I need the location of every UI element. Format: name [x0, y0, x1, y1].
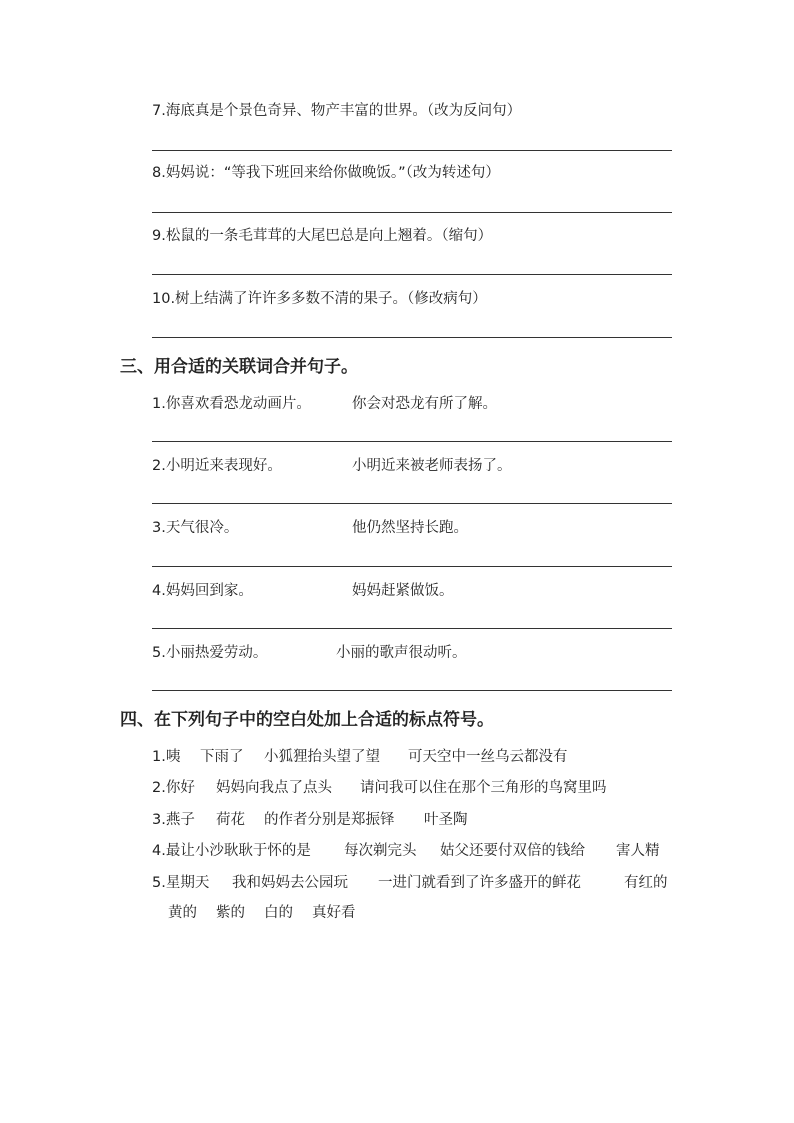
- s3-item-2-b: 小明近来被老师表扬了。: [352, 458, 512, 474]
- s4-row-1-seg-3: 小狐狸抬头望了望: [264, 749, 380, 765]
- answer-line-10[interactable]: [152, 337, 672, 338]
- s4-row-4-seg-4: 害人精: [616, 843, 660, 859]
- answer-line-8[interactable]: [152, 212, 672, 213]
- s4-row-1-seg-4: 可天空中一丝乌云都没有: [408, 749, 568, 765]
- s4-row-6-seg-4: 真好看: [312, 905, 356, 921]
- s3-answer-line-1[interactable]: [152, 441, 672, 442]
- s3-item-3-a: 3.天气很冷。: [152, 520, 239, 536]
- s4-row-1-seg-2: 下雨了: [200, 749, 244, 765]
- s4-row-4-seg-2: 每次剃完头: [344, 843, 417, 859]
- question-10: 10.树上结满了许许多多数不清的果子。（修改病句）: [152, 291, 487, 307]
- s3-answer-line-4[interactable]: [152, 628, 672, 629]
- s3-item-1-b: 你会对恐龙有所了解。: [352, 396, 497, 412]
- s4-row-3-seg-2: 荷花: [216, 812, 245, 828]
- answer-line-7[interactable]: [152, 150, 672, 151]
- s3-answer-line-3[interactable]: [152, 566, 672, 567]
- s4-row-5-seg-1: 5.星期天: [152, 875, 210, 891]
- s4-row-6-seg-1: 黄的: [168, 905, 197, 921]
- s3-item-4-b: 妈妈赶紧做饭。: [352, 583, 454, 599]
- s3-answer-line-2[interactable]: [152, 503, 672, 504]
- s4-row-5-seg-4: 有红的: [624, 875, 668, 891]
- answer-line-9[interactable]: [152, 274, 672, 275]
- s4-row-2-seg-3: 请问我可以住在那个三角形的鸟窝里吗: [360, 780, 607, 796]
- s4-row-3-seg-1: 3.燕子: [152, 812, 195, 828]
- s4-row-2-seg-1: 2.你好: [152, 780, 195, 796]
- s3-answer-line-5[interactable]: [152, 690, 672, 691]
- s3-item-3-b: 他仍然坚持长跑。: [352, 520, 468, 536]
- s4-row-1-seg-1: 1.咦: [152, 749, 181, 765]
- s4-row-4-seg-1: 4.最让小沙耿耿于怀的是: [152, 843, 311, 859]
- s4-row-6-seg-2: 紫的: [216, 905, 245, 921]
- s3-item-5-a: 5.小丽热爱劳动。: [152, 645, 268, 661]
- s4-row-3-seg-3: 的作者分别是郑振铎: [264, 812, 395, 828]
- s4-row-2-seg-2: 妈妈向我点了点头: [216, 780, 332, 796]
- s3-item-1-a: 1.你喜欢看恐龙动画片。: [152, 396, 311, 412]
- s4-row-6-seg-3: 白的: [264, 905, 293, 921]
- section-4-heading: 四、在下列句子中的空白处加上合适的标点符号。: [120, 710, 494, 730]
- question-9: 9.松鼠的一条毛茸茸的大尾巴总是向上翘着。（缩句）: [152, 228, 493, 244]
- section-3-heading: 三、用合适的关联词合并句子。: [120, 357, 358, 377]
- s4-row-5-seg-3: 一进门就看到了许多盛开的鲜花: [378, 875, 581, 891]
- question-7: 7.海底真是个景色奇异、物产丰富的世界。（改为反问句）: [152, 103, 522, 119]
- s4-row-3-seg-4: 叶圣陶: [424, 812, 468, 828]
- question-8: 8.妈妈说：“等我下班回来给你做晚饭。”（改为转述句）: [152, 165, 500, 181]
- s3-item-2-a: 2.小明近来表现好。: [152, 458, 282, 474]
- s4-row-4-seg-3: 姑父还要付双倍的钱给: [440, 843, 585, 859]
- s4-row-5-seg-2: 我和妈妈去公园玩: [232, 875, 348, 891]
- s3-item-5-b: 小丽的歌声很动听。: [336, 645, 467, 661]
- s3-item-4-a: 4.妈妈回到家。: [152, 583, 253, 599]
